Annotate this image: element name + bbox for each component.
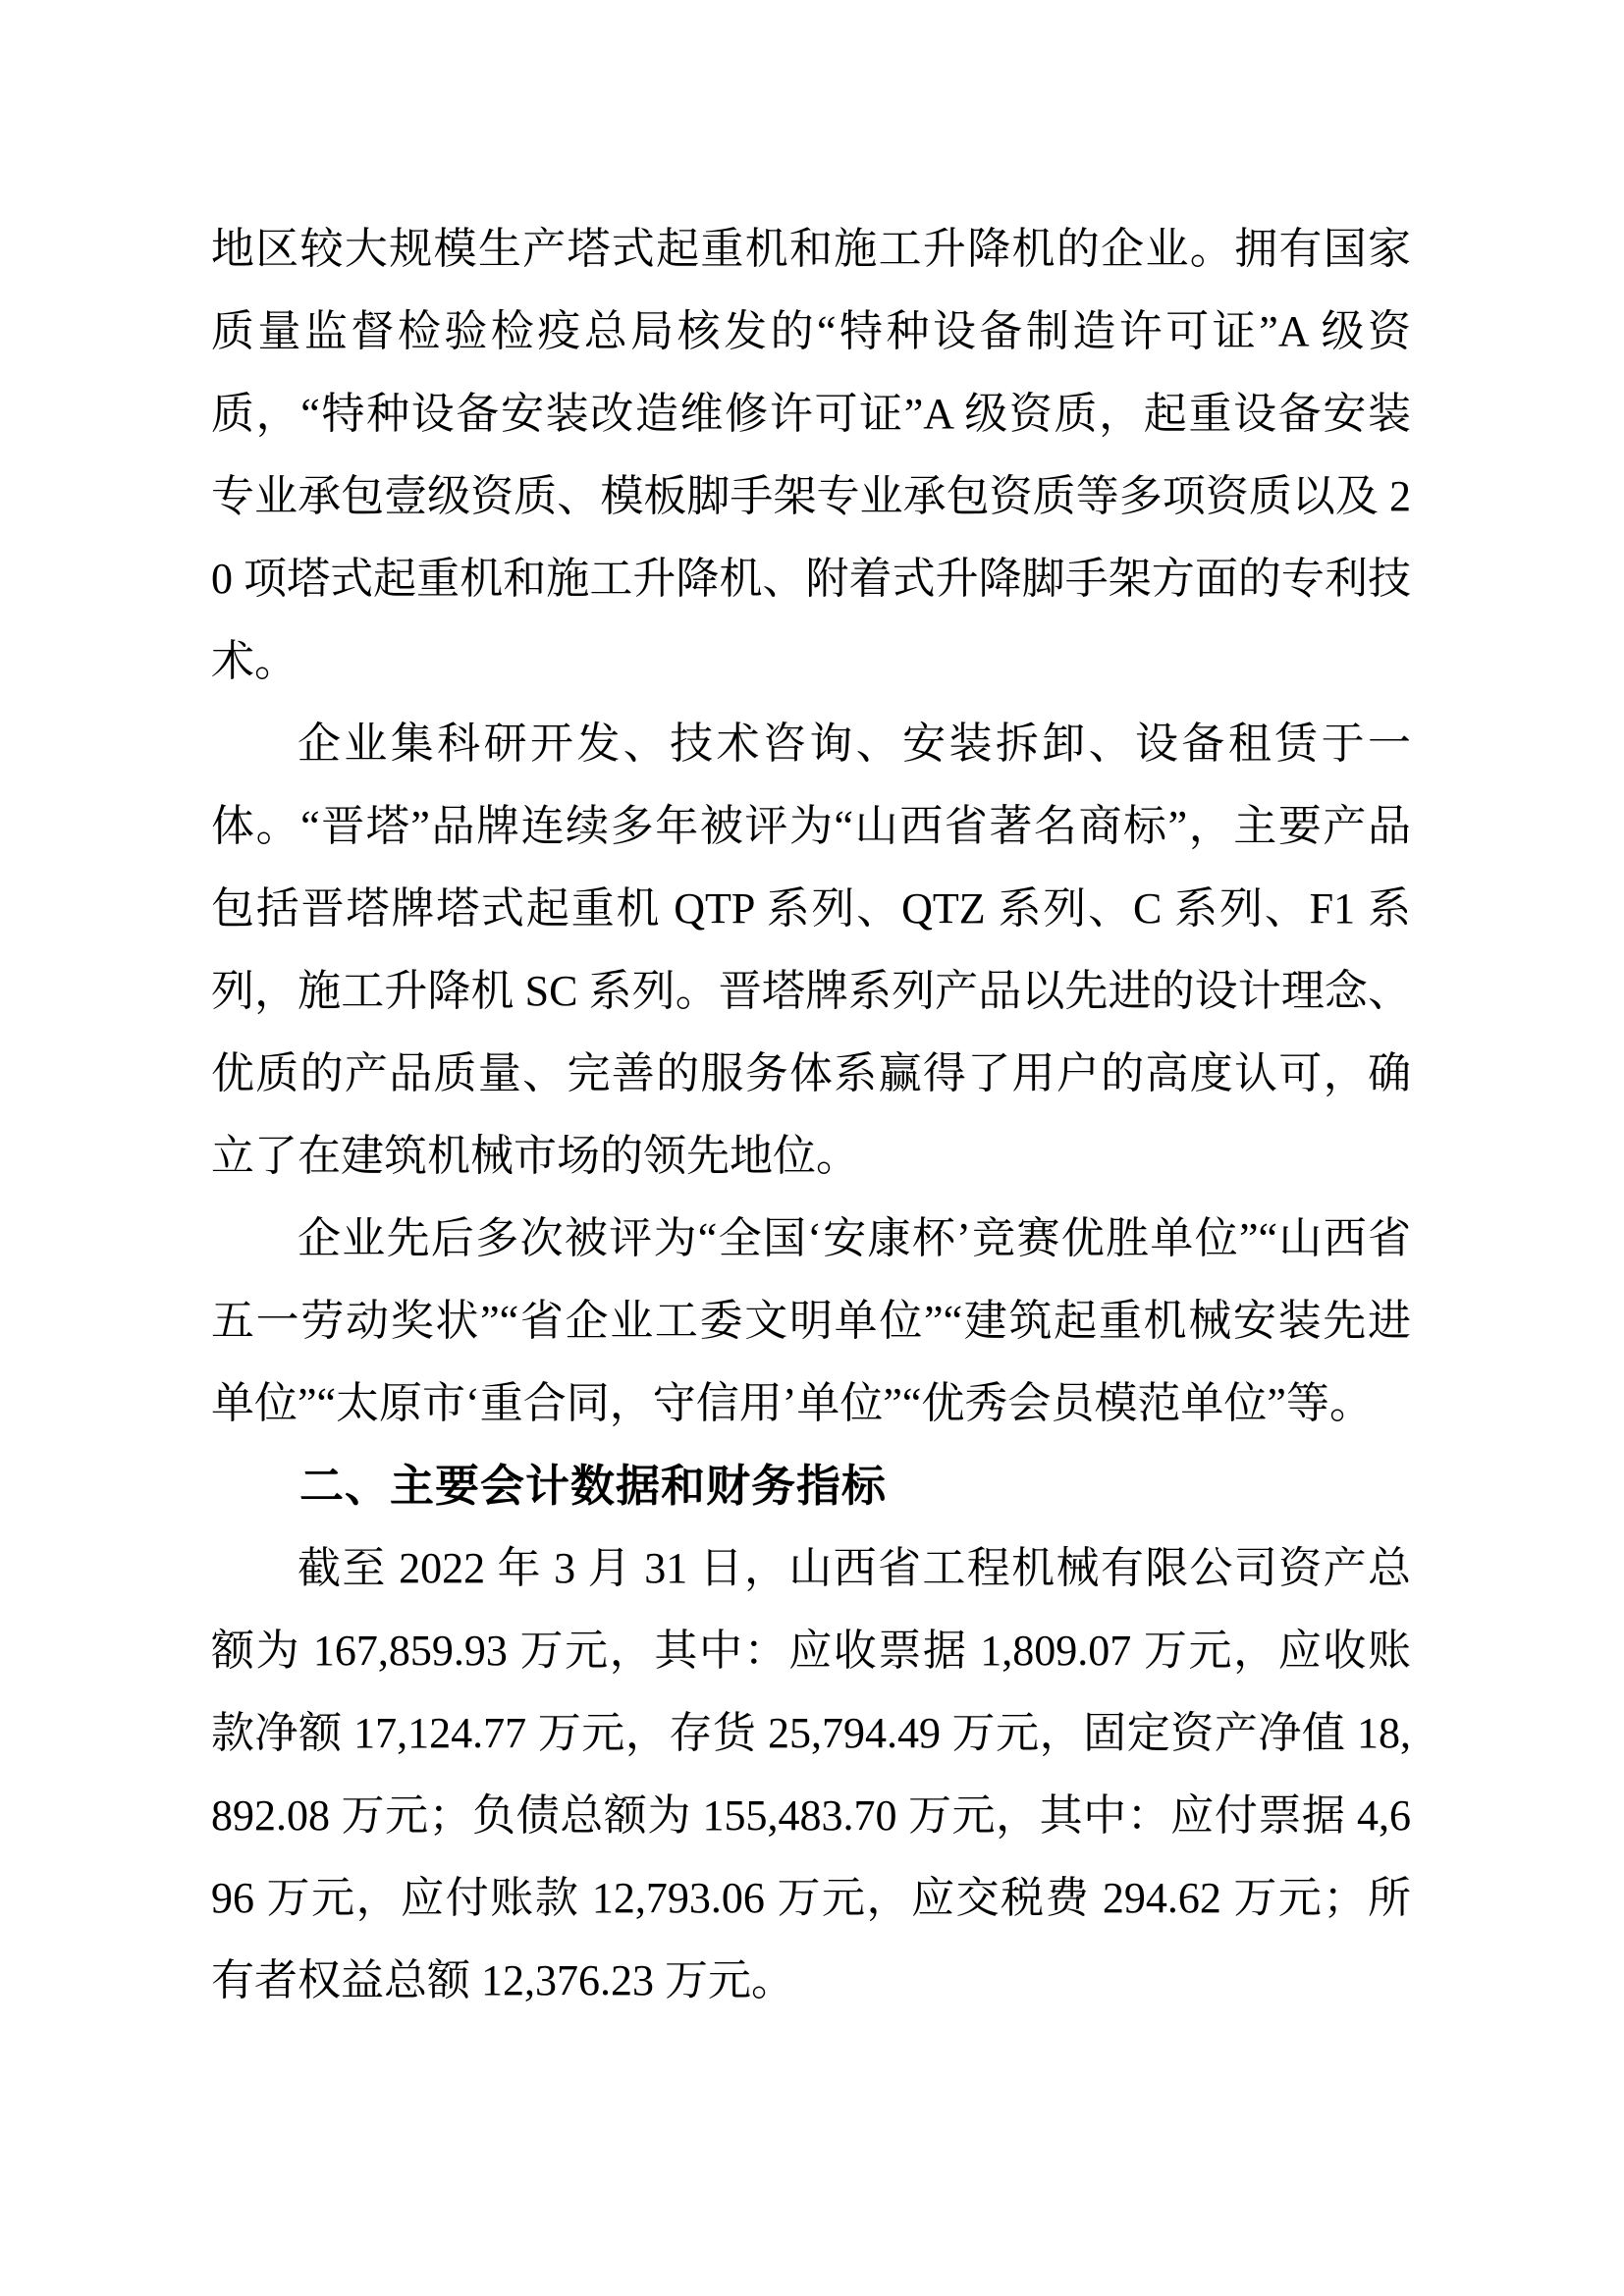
paragraph-brand-products: 企业集科研开发、技术咨询、安装拆卸、设备租赁于一体。“晋塔”品牌连续多年被评为“山西省著名商标”，主要产品包括晋塔牌塔式起重机 QTP 系列、QTZ 系列、C 系列、F1 系列，施工升降机 SC 系列。晋塔牌系列产品以先进的设计理念、优质的产品质量、完善的服务体系赢得了用户的高度认可，确立了在建筑机械市场的领先地位。 [211, 720, 1411, 1180]
paragraph-honors-awards: 企业先后多次被评为“全国‘安康杯’竞赛优胜单位”“山西省五一劳动奖状”“省企业工委文明单位”“建筑起重机械安装先进单位”“太原市‘重合同，守信用’单位”“优秀会员模范单位”等。 [211, 1214, 1411, 1427]
paragraph-company-qualifications: 地区较大规模生产塔式起重机和施工升降机的企业。拥有国家质量监督检验检疫总局核发的“特种设备制造许可证”A 级资质，“特种设备安装改造维修许可证”A 级资质，起重设备安装专业承包壹级资质、模板脚手架专业承包资质等多项资质以及 20 项塔式起重机和施工升降机、附着式升降脚手架方面的专利技术。 [211, 225, 1411, 685]
paragraph-financial-figures: 截至 2022 年 3 月 31 日，山西省工程机械有限公司资产总额为 167,859.93 万元，其中：应收票据 1,809.07 万元，应收账款净额 17,124.77 万元，存货 25,794.49 万元，固定资产净值 18,892.08 万元；负债总额为 155,483.70 万元，其中：应付票据 4,696 万元，应付账款 12,793.06 万元，应交税费 294.62 万元；所有者权益总额 12,376.23 万元。 [211, 1544, 1411, 2004]
document-body [211, 208, 1411, 2022]
section-heading-financial-indicators: 二、主要会计数据和财务指标 [299, 1461, 888, 1511]
